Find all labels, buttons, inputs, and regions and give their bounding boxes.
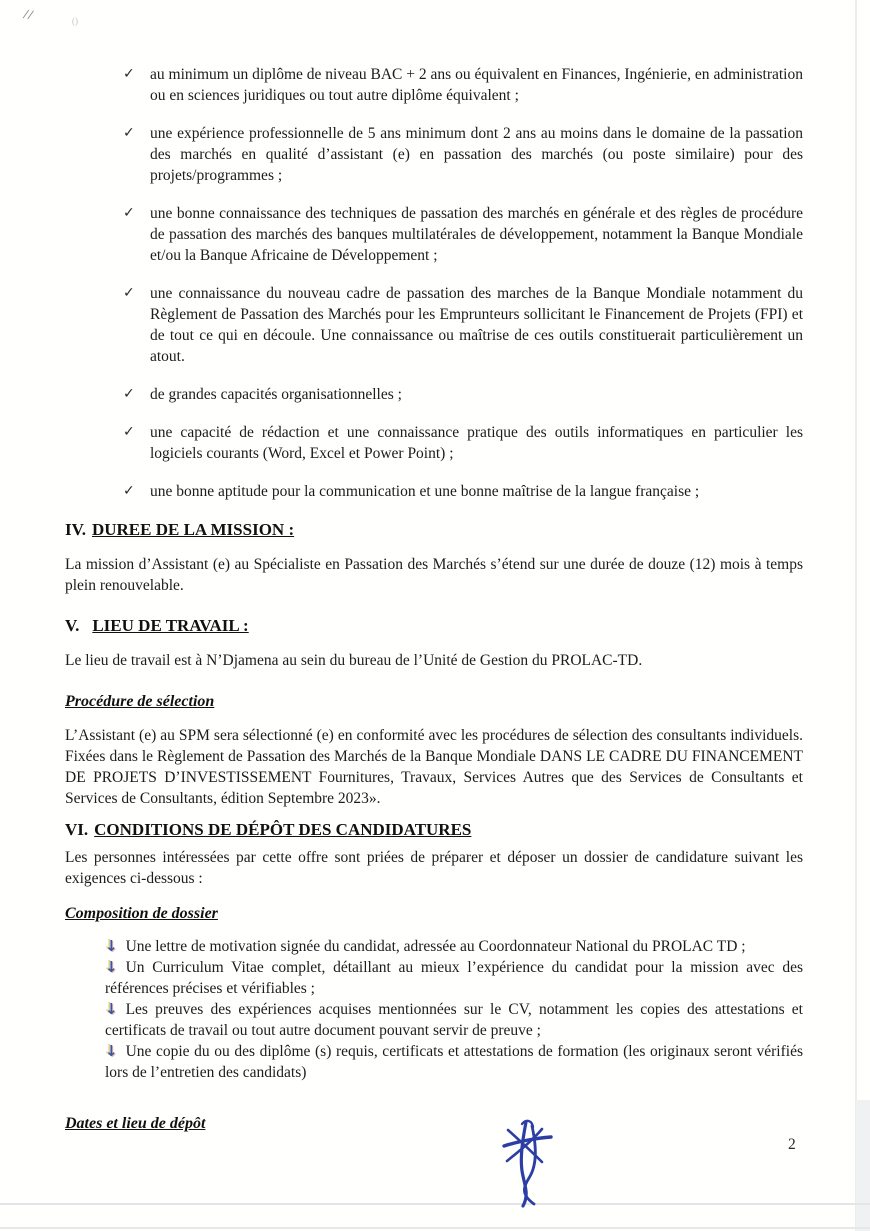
checkmark-icon: ✓ (123, 285, 135, 301)
checkmark-icon: ✓ (123, 125, 135, 141)
arrow-bullet-icon: ↓ (105, 1042, 118, 1060)
dossier-item-text: Une lettre de motivation signée du candidat, adressée au Coordonnateur National du PROLAC TD ; (125, 938, 746, 955)
subheading-dates-lieu-depot: Dates et lieu de dépôt (65, 1115, 206, 1132)
list-item (65, 283, 803, 367)
dossier-item-text: Un Curriculum Vitae complet, détaillant au mieux l’expérience du candidat pour la mission avec des références précises et vérifiables ; (105, 959, 803, 997)
qualification-text: une bonne aptitude pour la communication et une bonne maîtrise de la langue française ; (150, 483, 700, 500)
list-item (65, 64, 803, 106)
scan-mark-small: () (72, 16, 78, 26)
paragraph-selection: L’Assistant (e) au SPM sera sélectionné (e) en conformité avec les procédures de sélection des consultants individuels. Fixées dans le Règlement de Passation des Marchés de la Banque Mondiale DANS LE CADRE DU FINANCEMENT DE PROJETS D’INVESTISSEMENT Fournitures, Travaux, Services Autres que des Services de Consultants et Services de Consultants, édition Septembre 2023». (65, 727, 803, 807)
document-content (65, 64, 803, 1134)
checkmark-icon: ✓ (123, 424, 135, 440)
qualification-text: de grandes capacités organisationnelles ; (150, 386, 402, 403)
checkmark-icon: ✓ (123, 386, 135, 402)
arrow-bullet-icon: ↓ (105, 937, 118, 955)
scan-edge-line (855, 0, 857, 1231)
paragraph-duree: La mission d’Assistant (e) au Spécialiste en Passation des Marchés s’étend sur une durée de douze (12) mois à temps plein renouvelable. (65, 556, 803, 594)
dossier-item-text: Une copie du ou des diplôme (s) requis, certificats et attestations de formation (les originaux seront vérifiés lors de l’entretien des candidats) (105, 1043, 803, 1081)
list-item (105, 1041, 803, 1083)
list-item (105, 957, 803, 999)
dossier-item-text: Les preuves des expériences acquises mentionnées sur le CV, notamment les copies des attestations et certificats de travail ou tout autre document pouvant servir de preuve ; (105, 1001, 803, 1039)
qualification-text: une capacité de rédaction et une connaissance pratique des outils informatiques en particulier les logiciels courants (Word, Excel et Power Point) ; (150, 424, 803, 462)
qualifications-list (65, 64, 803, 502)
signature-scribble (496, 1116, 560, 1212)
arrow-bullet-icon: ↓ (105, 958, 118, 976)
qualification-text: une expérience professionnelle de 5 ans minimum dont 2 ans au moins dans le domaine de la passation des marchés en qualité d’assistant (e) en passation des marchés (ou poste similaire) pour des projets/programmes ; (150, 125, 803, 184)
list-item (65, 384, 803, 405)
subheading-procedure-selection: Procédure de sélection (65, 693, 215, 710)
section-number: IV. (65, 520, 86, 539)
checkmark-icon: ✓ (123, 483, 135, 499)
list-item (105, 999, 803, 1041)
list-item (105, 936, 803, 957)
list-item (65, 422, 803, 464)
section-heading-conditions (65, 819, 803, 841)
page-number: 2 (788, 1136, 796, 1153)
list-item (65, 481, 803, 502)
qualification-text: une bonne connaissance des techniques de passation des marchés en générale et des règles de procédure de passation des marchés des banques multilatérales de développement, notamment la Banque Mondiale et/ou la Banque Africaine de Développement ; (150, 205, 803, 264)
section-title: LIEU DE TRAVAIL : (92, 616, 249, 635)
section-title: CONDITIONS DE DÉPÔT DES CANDIDATURES (94, 820, 472, 839)
list-item (65, 123, 803, 186)
scan-bottom-line (0, 1203, 870, 1205)
paragraph-conditions-intro: Les personnes intéressées par cette offre sont priées de préparer et déposer un dossier de candidature suivant les exigences ci-dessous : (65, 849, 803, 887)
list-item (65, 203, 803, 266)
section-heading-duree (65, 519, 803, 541)
subheading-composition-dossier: Composition de dossier (65, 905, 218, 922)
qualification-text: au minimum un diplôme de niveau BAC + 2 ans ou équivalent en Finances, Ingénierie, en administration ou en sciences juridiques ou tout autre diplôme équivalent ; (150, 66, 803, 104)
scan-edge-band (856, 1100, 870, 1231)
scan-mark: // (23, 7, 35, 22)
checkmark-icon: ✓ (123, 66, 135, 82)
section-heading-lieu (65, 615, 803, 637)
section-number: V. (65, 616, 80, 635)
scan-bottom-line (0, 1227, 870, 1229)
paragraph-lieu: Le lieu de travail est à N’Djamena au sein du bureau de l’Unité de Gestion du PROLAC-TD. (65, 652, 643, 669)
qualification-text: une connaissance du nouveau cadre de passation des marches de la Banque Mondiale notamment du Règlement de Passation des Marchés pour les Emprunteurs sollicitant le Financement de Projets (FPI) et de tout ce qui en découle. Une connaissance ou maîtrise de ces outils constituerait particulièrement un atout. (150, 285, 803, 365)
dossier-list (65, 936, 803, 1083)
section-number: VI. (65, 820, 89, 839)
checkmark-icon: ✓ (123, 205, 135, 221)
arrow-bullet-icon: ↓ (105, 1000, 118, 1018)
section-title: DUREE DE LA MISSION : (91, 520, 295, 539)
